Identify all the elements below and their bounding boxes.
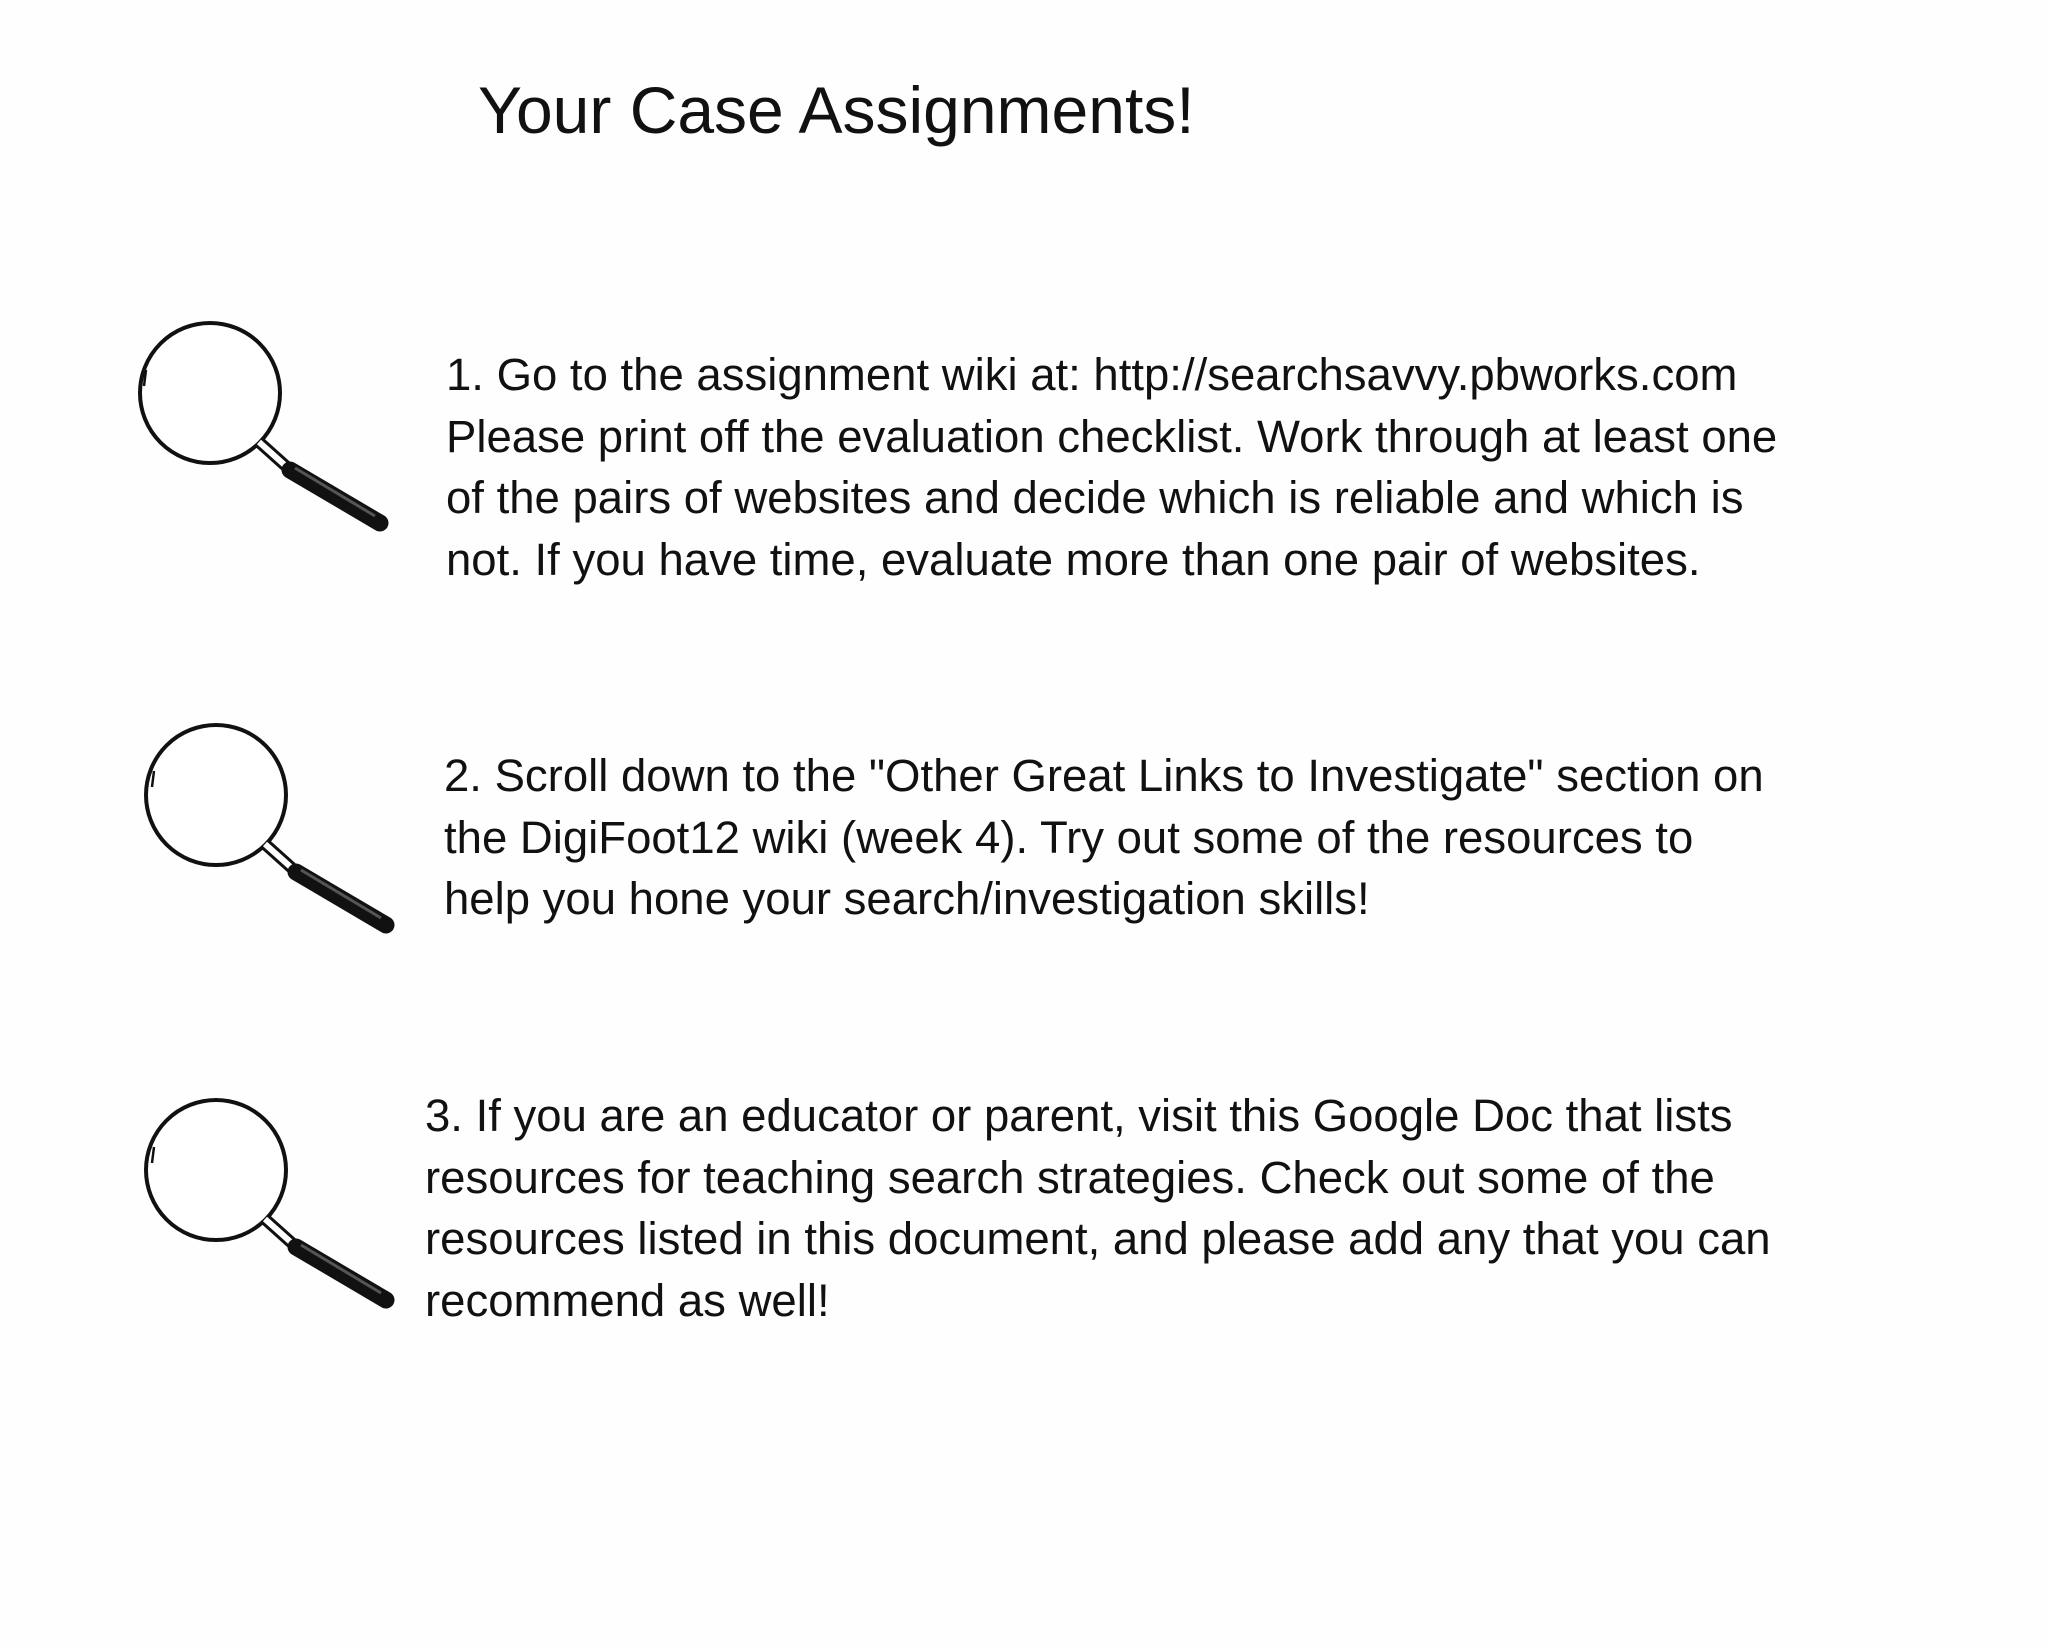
assignment-text: 1. Go to the assignment wiki at: http://searchsavvy.pbworks.com Please print off the evaluation checklist. Work through at least one of the pairs of websites and decide which is reliable and which is not. If you have time, evaluate more than one pair of websites. xyxy=(446,349,1778,585)
magnifying-glass-icon xyxy=(136,1095,406,1315)
magnifying-glass-icon xyxy=(136,715,406,935)
page-title: Your Case Assignments! xyxy=(478,73,1195,147)
assignment-text: 2. Scroll down to the "Other Great Links to Investigate" section on the DigiFoot12 wiki (week 4). Try out some of the resources to help you hone your search/investigation skills! xyxy=(444,750,1764,924)
assignment-text: 3. If you are an educator or parent, visit this Google Doc that lists resources for teaching search strategies. Check out some of the resources listed in this document, and please add any that you can recommend as well! xyxy=(425,1090,1771,1326)
magnifying-glass-icon xyxy=(130,318,400,538)
